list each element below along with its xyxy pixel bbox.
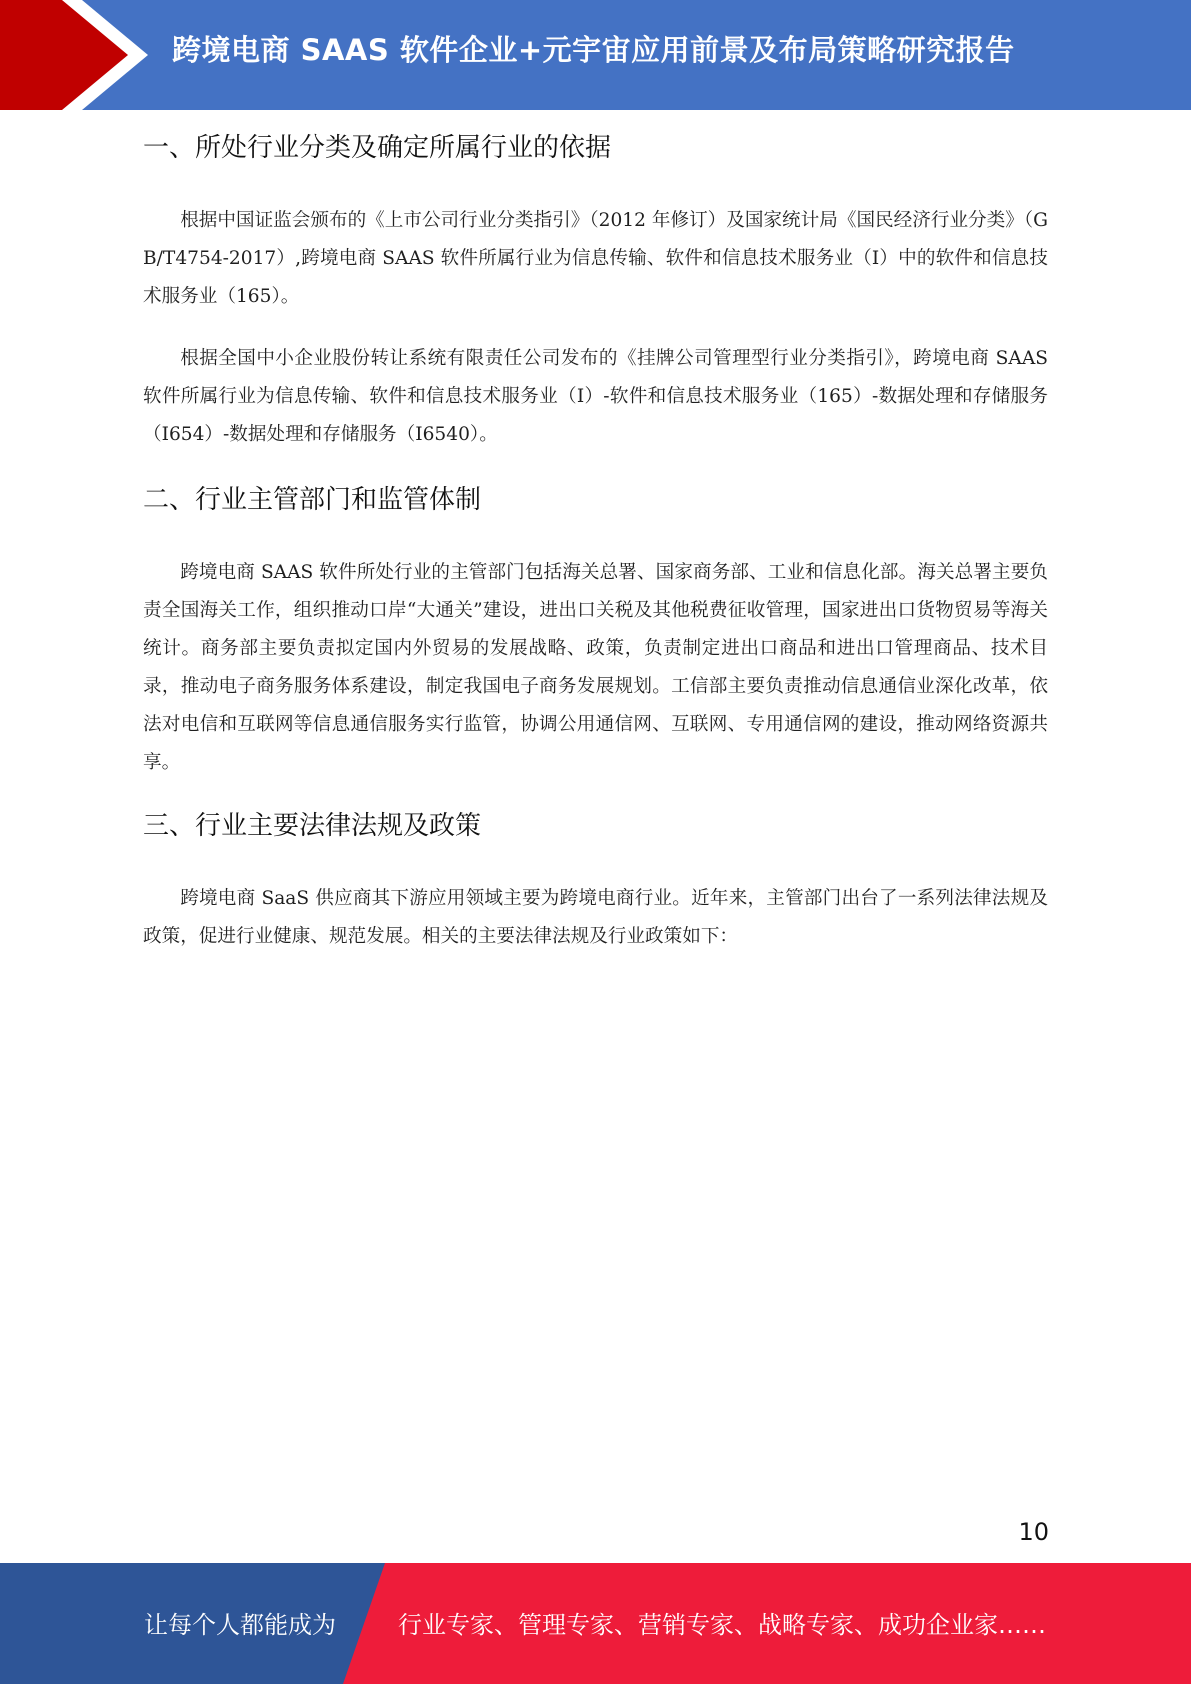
section-heading-1: 一、所处行业分类及确定所属行业的依据 — [143, 133, 612, 163]
report-title: 跨境电商 SAAS 软件企业+元宇宙应用前景及布局策略研究报告 — [172, 33, 1015, 67]
section-1-paragraph-1: 根据中国证监会颁布的《上市公司行业分类指引》（2012 年修订）及国家统计局《国民经济行业分类》（GB/T4754-2017）,跨境电商 SAAS 软件所属行业为信息传输、软件和信息技术服务业（I）中的软件和信息技术服务业（165）。 — [143, 210, 1048, 307]
footer-slogan-left: 让每个人都能成为 — [144, 1611, 336, 1639]
page-number: 10 — [1018, 1518, 1049, 1546]
section-heading-2: 二、行业主管部门和监管体制 — [143, 485, 482, 515]
footer-banner — [0, 1563, 1191, 1684]
document-body — [143, 128, 1048, 956]
section-1-paragraph-2: 根据全国中小企业股份转让系统有限责任公司发布的《挂牌公司管理型行业分类指引》，跨境电商 SAAS 软件所属行业为信息传输、软件和信息技术服务业（I）-软件和信息技术服务业（165）-数据处理和存储服务（I654）-数据处理和存储服务（I6540）。 — [143, 348, 1048, 445]
footer-slogan-right: 行业专家、管理专家、营销专家、战略专家、成功企业家…… — [398, 1611, 1046, 1639]
section-3-paragraph-1: 跨境电商 SaaS 供应商其下游应用领域主要为跨境电商行业。近年来，主管部门出台了一系列法律法规及政策，促进行业健康、规范发展。相关的主要法律法规及行业政策如下： — [143, 888, 1048, 947]
section-heading-3: 三、行业主要法律法规及政策 — [143, 811, 482, 841]
header-banner — [0, 0, 1191, 110]
section-2-paragraph-1: 跨境电商 SAAS 软件所处行业的主管部门包括海关总署、国家商务部、工业和信息化部。海关总署主要负责全国海关工作，组织推动口岸“大通关”建设，进出口关税及其他税费征收管理，国家进出口货物贸易等海关统计。商务部主要负责拟定国内外贸易的发展战略、政策，负责制定进出口商品和进出口管理商品、技术目录，推动电子商务服务体系建设，制定我国电子商务发展规划。工信部主要负责推动信息通信业深化改革，依法对电信和互联网等信息通信服务实行监管，协调公用通信网、互联网、专用通信网的建设，推动网络资源共享。 — [143, 562, 1048, 773]
